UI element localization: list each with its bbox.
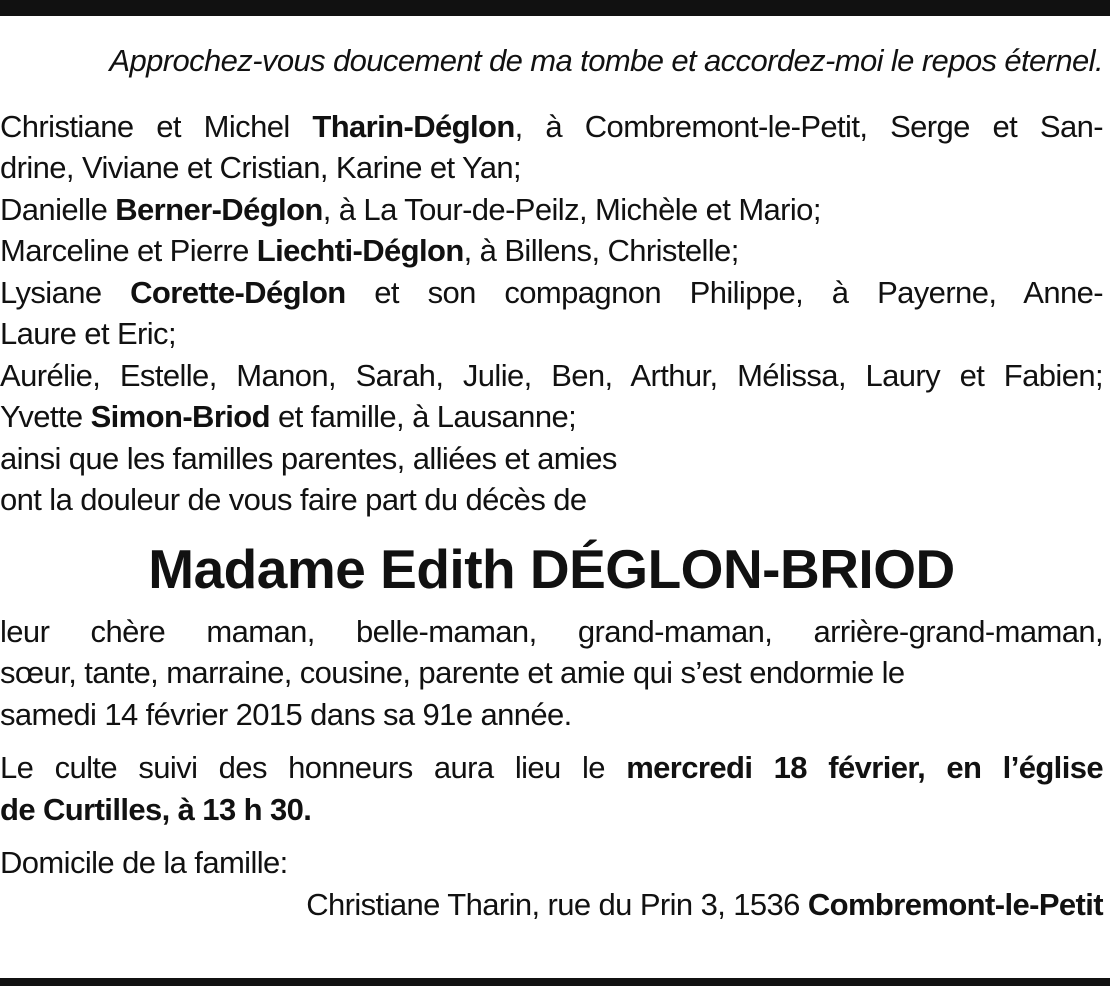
family-line-tharin-cont: drine, Viviane et Cristian, Karine et Yan;: [0, 150, 522, 185]
family-line-liechti: [0, 230, 1103, 272]
service-line: [0, 747, 1103, 789]
family-line-text: Yvette: [0, 399, 91, 434]
family-name: Liechti-Déglon: [256, 233, 464, 268]
service-place-time: de Curtilles, à 13 h 30.: [0, 791, 312, 827]
family-line-text: Lysiane: [0, 274, 131, 310]
family-line-text: , à La Tour-de-Peilz, Michèle et Mario;: [322, 191, 821, 227]
address-city: Combremont-le-Petit: [807, 886, 1103, 922]
family-line-text: Danielle: [0, 191, 116, 227]
service-info: [0, 747, 1103, 830]
service-text: Le culte suivi des honneurs aura lieu le: [0, 750, 627, 785]
family-line-text: , à Combremont-le-Petit, Serge et San-: [514, 108, 1103, 144]
family-domicile: [0, 842, 1103, 925]
family-line-text: Marceline et Pierre: [0, 233, 257, 268]
family-line-text: Christiane et Michel: [0, 108, 313, 144]
family-line-grandchildren: Aurélie, Estelle, Manon, Sarah, Julie, Ben, Arthur, Mélissa, Laury et Fabien;: [0, 357, 1103, 393]
family-name: Berner-Déglon: [115, 191, 323, 227]
bottom-rule: [0, 978, 1110, 986]
epitaph: Approchez-vous doucement de ma tombe et accordez-moi le repos éternel.: [109, 43, 1103, 78]
description-line: samedi 14 février 2015 dans sa 91e année.: [0, 696, 572, 732]
family-line-relatives: ainsi que les familles parentes, alliées et amies: [0, 440, 617, 476]
family-line-text: , à Billens, Christelle;: [463, 233, 739, 268]
family-line-corette-cont: Laure et Eric;: [0, 316, 176, 351]
domicile-address: [0, 884, 1103, 926]
family-line-corette: [0, 272, 1103, 314]
service-line: [0, 789, 1103, 831]
address-text: Christiane Tharin, rue du Prin 3, 1536: [306, 886, 808, 922]
family-line-simon: [0, 396, 1103, 438]
family-line-announcement: ont la douleur de vous faire part du décès de: [0, 482, 587, 517]
domicile-label: Domicile de la famille:: [0, 845, 288, 880]
top-rule: [0, 0, 1110, 16]
family-list: [0, 106, 1103, 521]
family-name: Simon-Briod: [90, 399, 270, 434]
family-line-text: et son compagnon Philippe, à Payerne, Anne-: [345, 274, 1103, 310]
description-line: leur chère maman, belle-maman, grand-maman, arrière-grand-maman,: [0, 613, 1103, 649]
description-line: sœur, tante, marraine, cousine, parente et amie qui s’est endormie le: [0, 655, 905, 690]
service-date-location: mercredi 18 février, en l’église: [626, 750, 1103, 785]
family-line-tharin: [0, 106, 1103, 148]
deceased-description: [0, 611, 1103, 736]
family-name: Corette-Déglon: [130, 274, 346, 310]
family-name: Tharin-Déglon: [312, 108, 515, 144]
obituary-notice: [0, 40, 1103, 925]
family-line-berner: [0, 189, 1103, 231]
deceased-name: Madame Edith DÉGLON-BRIOD: [148, 537, 955, 600]
family-line-text: et famille, à Lausanne;: [269, 399, 577, 434]
